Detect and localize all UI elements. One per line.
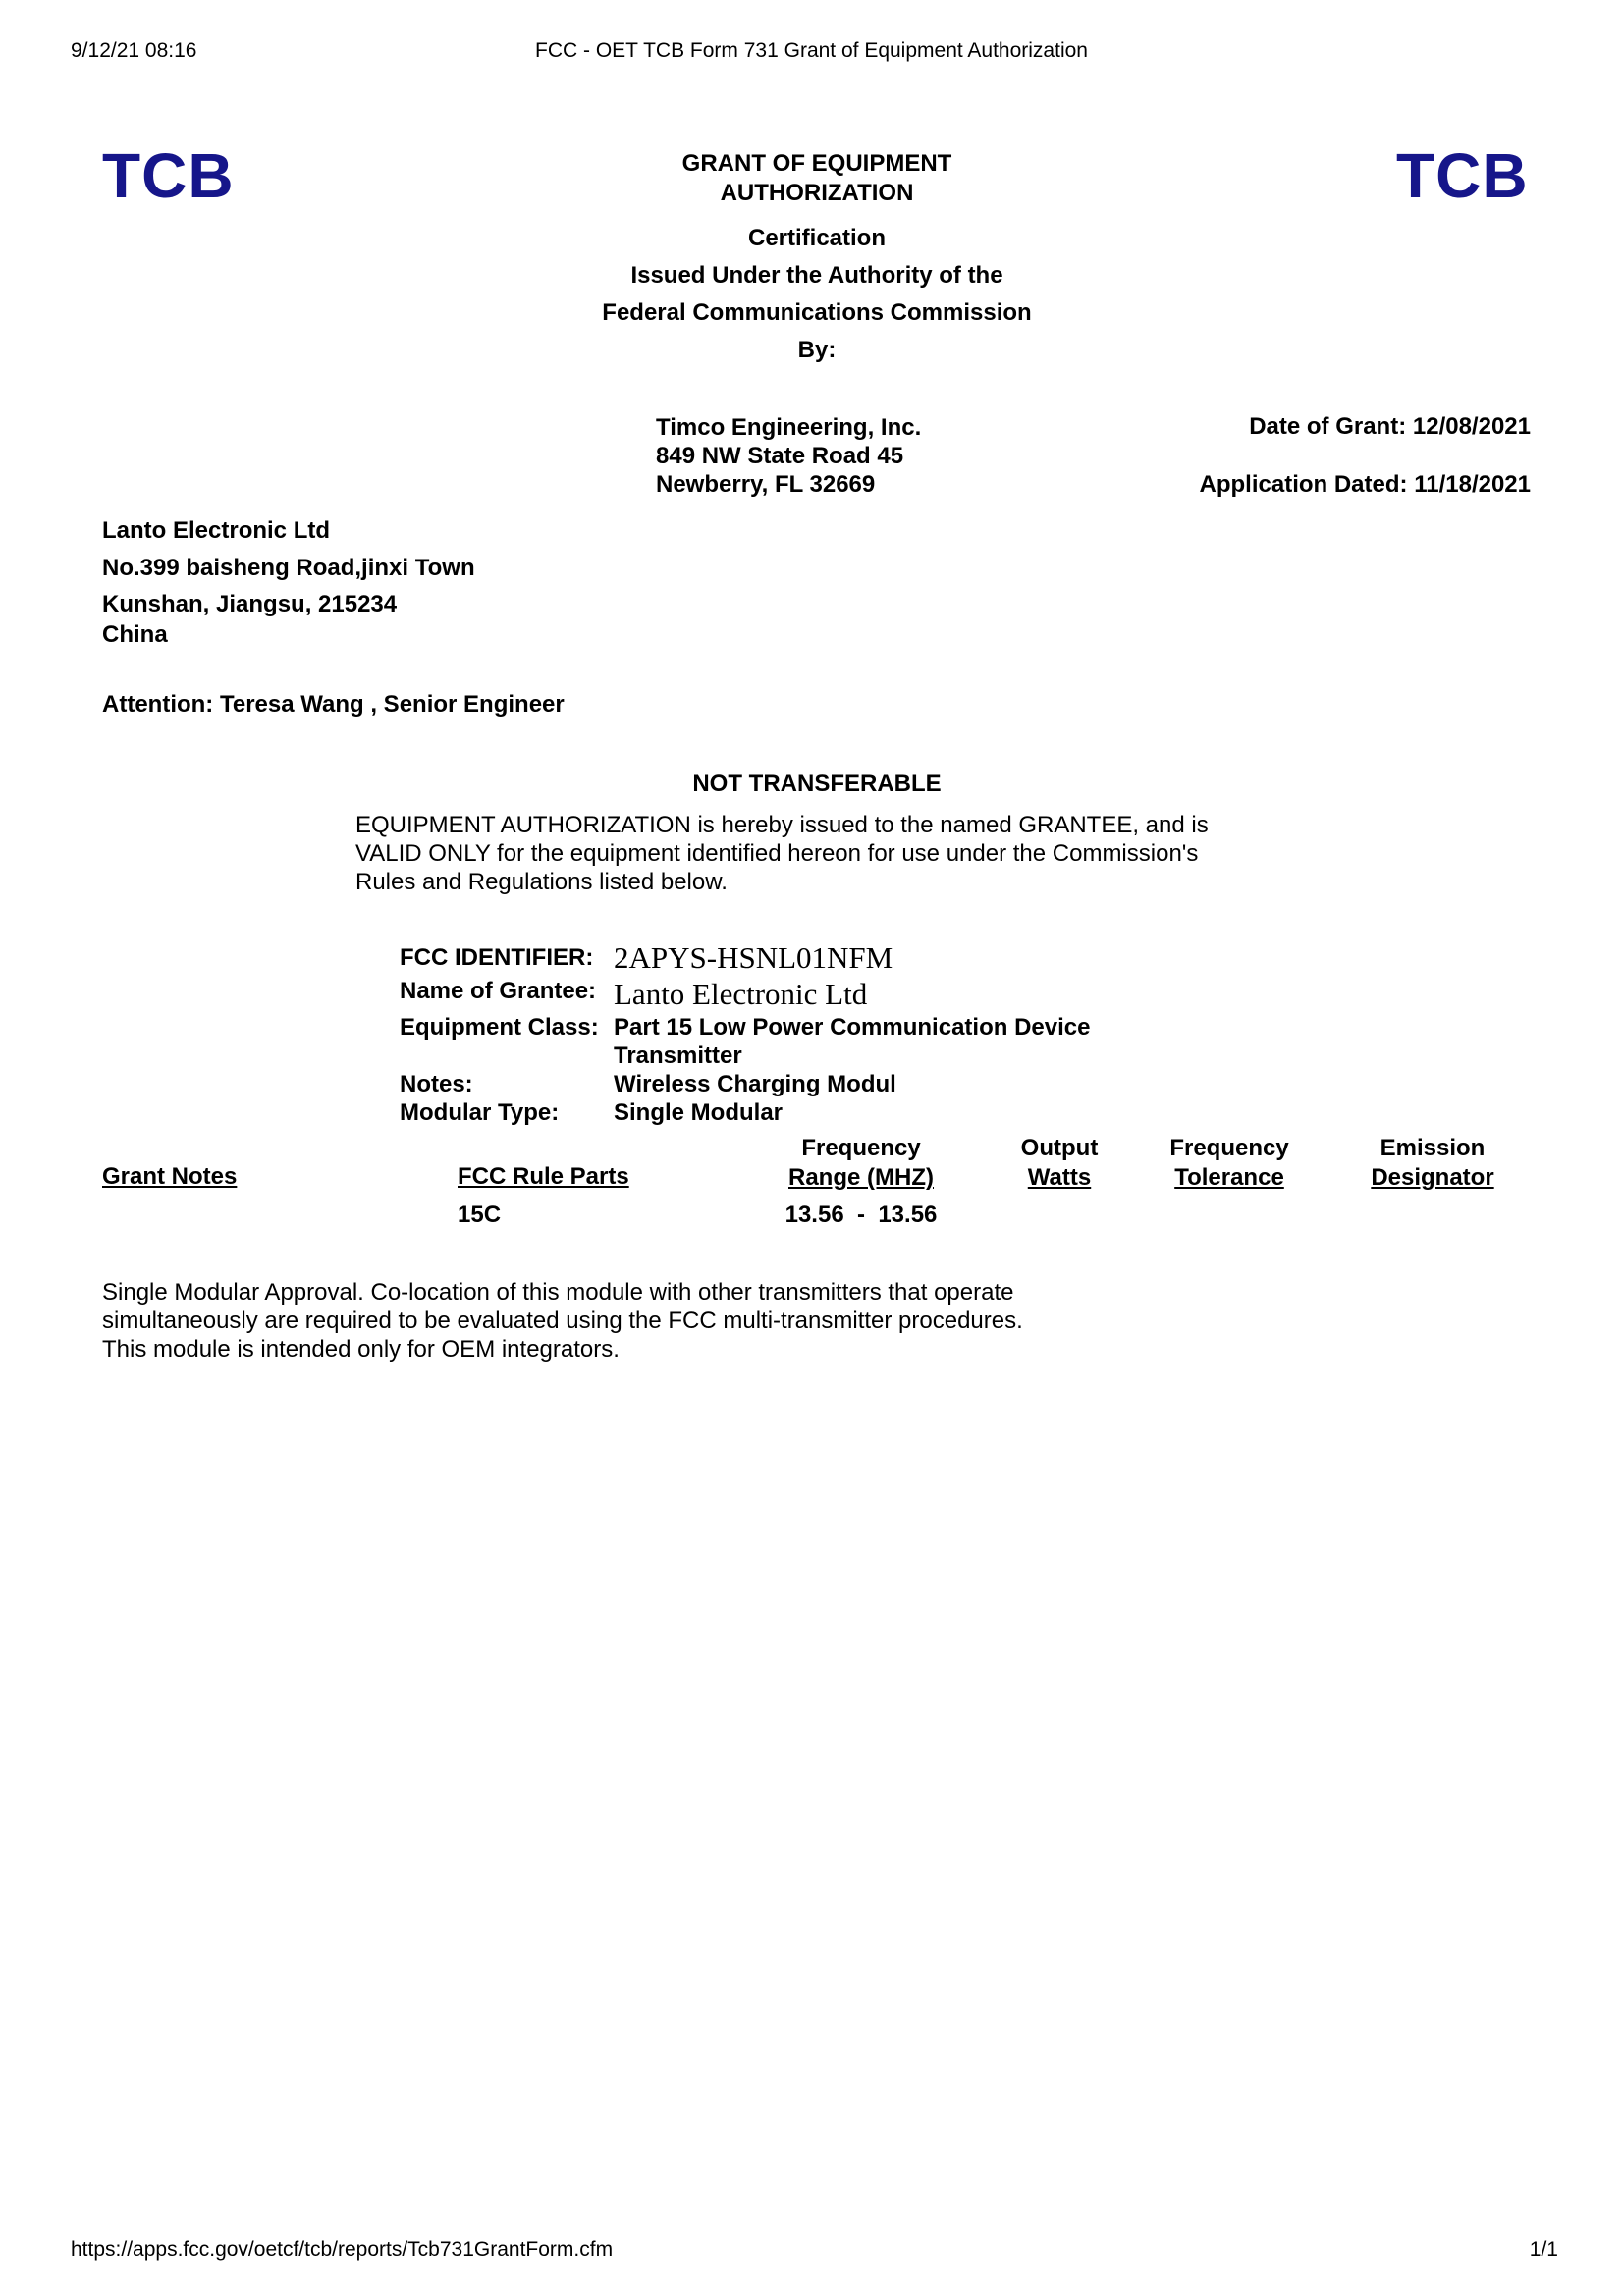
by-label: By: (797, 337, 837, 363)
notes-label: Notes: (400, 1071, 473, 1097)
header-tolerance-bottom: Tolerance (1174, 1164, 1284, 1191)
row-frequency-range: 13.56 - 13.56 (784, 1201, 938, 1228)
fcc-identifier-label: FCC IDENTIFIER: (400, 944, 594, 971)
grantee-name-label: Name of Grantee: (400, 978, 597, 1004)
row-rule-parts: 15C (458, 1201, 502, 1228)
header-output-bottom: Watts (1027, 1164, 1092, 1191)
grantee-name-value: Lanto Electronic Ltd (614, 977, 868, 1011)
application-dated-label: Application Dated: (1199, 471, 1408, 498)
certification-block (473, 220, 1161, 369)
print-datetime: 9/12/21 08:16 (71, 39, 197, 62)
header-frequency-bottom: Range (MHZ) (788, 1164, 934, 1191)
print-footer-page: 1/1 (1529, 2238, 1558, 2261)
grant-note-line-1: Single Modular Approval. Co-location of this module with other transmitters that operate (102, 1279, 1014, 1306)
equipment-class-label: Equipment Class: (400, 1014, 599, 1041)
authorization-line-3: Rules and Regulations listed below. (355, 869, 728, 895)
tcb-street: 849 NW State Road 45 (656, 443, 904, 469)
application-dated (1200, 471, 1531, 499)
header-output-watts (1001, 1134, 1118, 1193)
document-title (522, 149, 1111, 208)
date-of-grant (1249, 413, 1531, 441)
grant-note-text (102, 1278, 1023, 1363)
authorization-line-1: EQUIPMENT AUTHORIZATION is hereby issued to the named GRANTEE, and is (355, 812, 1209, 838)
header-emission-designator (1344, 1134, 1521, 1193)
header-frequency-top: Frequency (801, 1135, 921, 1161)
equipment-class-value-1: Part 15 Low Power Communication Device (614, 1014, 1091, 1041)
modular-type-value: Single Modular (614, 1099, 784, 1126)
grantee-city: Kunshan, Jiangsu, 215234 (102, 591, 398, 617)
modular-type-label: Modular Type: (400, 1099, 560, 1126)
authority-line-1: Issued Under the Authority of the (630, 262, 1003, 289)
date-of-grant-label: Date of Grant: (1249, 413, 1407, 440)
notes-value: Wireless Charging Modul (614, 1071, 896, 1097)
header-frequency-tolerance (1141, 1134, 1318, 1193)
grant-note-line-2: simultaneously are required to be evaluated using the FCC multi-transmitter procedures. (102, 1308, 1023, 1334)
authorization-line-2: VALID ONLY for the equipment identified hereon for use under the Commission's (355, 840, 1199, 867)
grantee-street: No.399 baisheng Road,jinxi Town (102, 555, 475, 581)
authority-line-2: Federal Communications Commission (602, 299, 1032, 326)
tcb-logo-left: TCB (102, 140, 235, 211)
header-frequency-range (763, 1134, 959, 1193)
grantee-address (102, 512, 475, 648)
tcb-address (656, 413, 921, 499)
grantee-name: Lanto Electronic Ltd (102, 517, 331, 544)
tcb-city: Newberry, FL 32669 (656, 471, 876, 498)
header-emission-top: Emission (1380, 1135, 1486, 1161)
attention-line (102, 691, 565, 719)
header-emission-bottom: Designator (1371, 1164, 1494, 1191)
header-fcc-rule-parts: FCC Rule Parts (458, 1163, 629, 1190)
title-line-1: GRANT OF EQUIPMENT (681, 150, 952, 177)
header-grant-notes: Grant Notes (102, 1163, 238, 1190)
authorization-statement (355, 811, 1209, 896)
fcc-identifier-value: 2APYS-HSNL01NFM (614, 940, 893, 975)
attention-label: Attention: (102, 691, 214, 718)
attention-value: Teresa Wang , Senior Engineer (219, 691, 565, 718)
header-tolerance-top: Frequency (1169, 1135, 1289, 1161)
print-footer-url: https://apps.fcc.gov/oetcf/tcb/reports/Tcb731GrantForm.cfm (71, 2238, 614, 2261)
certification-label: Certification (747, 225, 886, 251)
tcb-name: Timco Engineering, Inc. (656, 414, 922, 441)
header-output-top: Output (1020, 1135, 1099, 1161)
equipment-class-value-2: Transmitter (614, 1042, 742, 1069)
not-transferable-heading: NOT TRANSFERABLE (692, 771, 942, 797)
grantee-country: China (102, 621, 168, 648)
grant-note-line-3: This module is intended only for OEM integrators. (102, 1336, 620, 1362)
print-page-title: FCC - OET TCB Form 731 Grant of Equipment Authorization (535, 39, 1088, 62)
tcb-logo-right: TCB (1396, 140, 1529, 211)
title-line-2: AUTHORIZATION (720, 180, 914, 206)
date-of-grant-value: 12/08/2021 (1412, 413, 1531, 440)
application-dated-value: 11/18/2021 (1414, 471, 1531, 498)
